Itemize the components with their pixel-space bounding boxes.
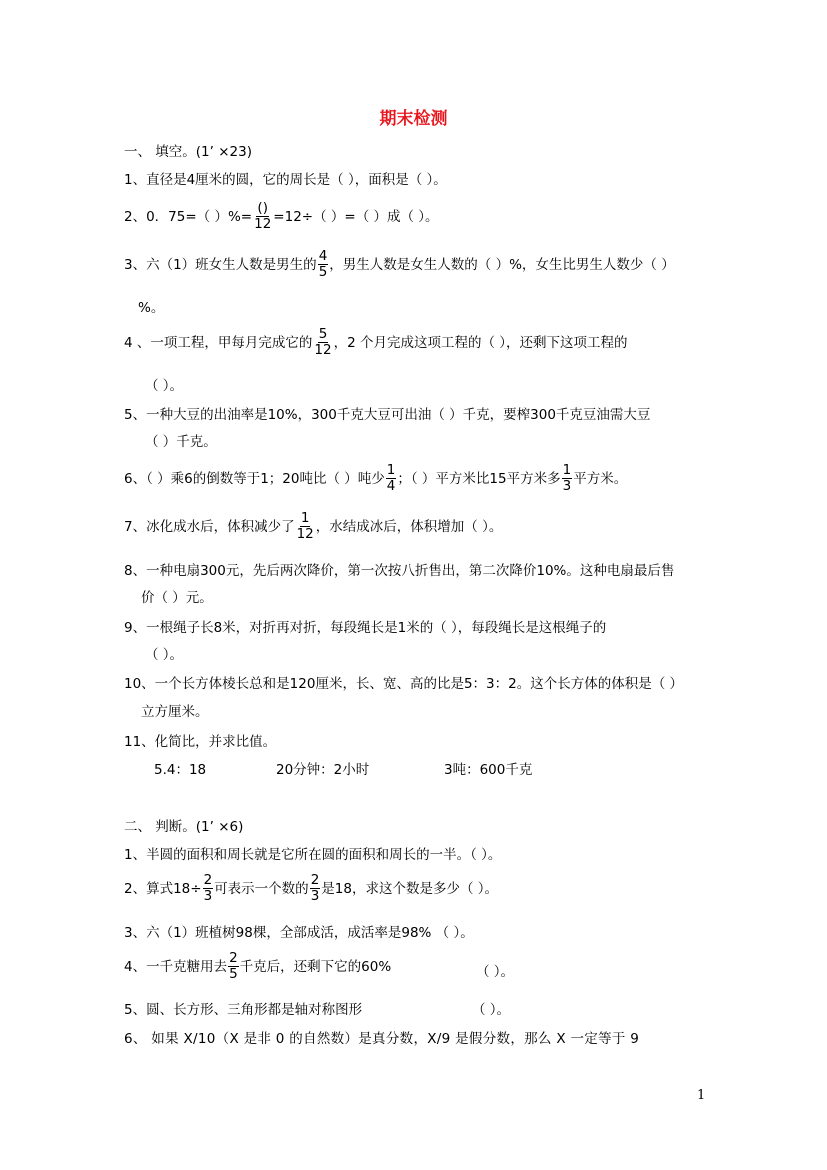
s2-q5: 5、圆、长方形、三角形都是轴对称图形 — [124, 1002, 363, 1018]
s1-q7 — [124, 510, 502, 544]
fraction-denominator: 12 — [296, 525, 314, 542]
fraction-denominator: 12 — [254, 215, 272, 232]
page-number: 1 — [697, 1088, 706, 1103]
section2-heading: 二、 判断。(1’ ×6) — [124, 819, 244, 835]
s1-q4-text-a: 4 、一项工程，甲每月完成它的 — [124, 335, 313, 351]
s1-q3 — [124, 248, 675, 282]
s1-q11-item-2: 20分钟：2小时 — [276, 762, 370, 778]
s1-q10: 10、一个长方体棱长总和是120厘米，长、宽、高的比是5：3：2。这个长方体的体积是（ ） — [124, 676, 684, 692]
s1-q5-continued: （ ）千克。 — [145, 434, 217, 450]
s1-q3-text-b: ，男生人数是女生人数的（ ）%，女生比男生人数少（ ） — [329, 257, 675, 273]
s1-q4 — [124, 326, 628, 360]
s1-q9-continued: （ ）。 — [145, 647, 184, 663]
s2-q4 — [124, 950, 391, 984]
fraction-numerator: () — [257, 199, 268, 216]
fraction-denominator: 3 — [203, 887, 213, 904]
s1-q6-text-b: ；（ ）平方米比15平方米多 — [397, 471, 561, 487]
s1-q2-text-a: 2、0．75=（ ）%= — [124, 209, 253, 225]
fraction-numerator: 1 — [300, 509, 310, 526]
s1-q2-text-b: =12÷（ ）=（ ）成（ ）。 — [273, 209, 439, 225]
s1-q11-item-3: 3吨：600千克 — [444, 762, 533, 778]
s1-q1: 1、直径是4厘米的圆，它的周长是（ ），面积是（ ）。 — [124, 172, 447, 188]
s1-q3-fraction — [318, 249, 329, 280]
s2-q4-text-b: 千克后，还剩下它的60% — [239, 959, 392, 975]
s1-q7-text-a: 7、冰化成水后，体积减少了 — [124, 519, 295, 535]
s1-q11-item-1: 5.4：18 — [154, 762, 207, 778]
s2-q2-fraction-1 — [203, 873, 214, 904]
s1-q8-continued: 价（ ）元。 — [141, 590, 213, 606]
s1-q10-continued: 立方厘米。 — [141, 704, 209, 720]
fraction-denominator: 4 — [386, 477, 396, 494]
s1-q6-fraction-2 — [562, 463, 573, 494]
s2-q6: 6、 如果 X/10（X 是非 0 的自然数）是真分数，X/9 是假分数，那么 X 一定等于 9 — [124, 1031, 640, 1047]
s1-q3-continued: %。 — [138, 300, 165, 316]
s2-q5-answer-blank: （ ）。 — [472, 1002, 511, 1018]
s2-q3: 3、六（1）班植树98棵，全部成活，成活率是98% （ ）。 — [124, 925, 474, 941]
fraction-denominator: 5 — [318, 263, 328, 280]
fraction-numerator: 1 — [562, 461, 572, 478]
s1-q8: 8、一种电扇300元，先后两次降价，第一次按八折售出，第二次降价10%。这种电扇最后售 — [124, 563, 675, 579]
s2-q1: 1、半圆的面积和周长就是它所在圆的面积和周长的一半。（ ）。 — [124, 847, 502, 863]
fraction-numerator: 2 — [229, 949, 238, 966]
s1-q2 — [124, 200, 439, 234]
s1-q7-text-b: ，水结成冰后，体积增加（ ）。 — [315, 519, 503, 535]
s1-q6-fraction-1 — [386, 463, 397, 494]
fraction-numerator: 4 — [318, 247, 328, 264]
s2-q4-answer-blank: （ ）。 — [476, 964, 515, 980]
s1-q9: 9、一根绳子长8米，对折再对折，每段绳长是1米的（ ），每段绳长是这根绳子的 — [124, 620, 607, 636]
fraction-numerator: 5 — [318, 325, 328, 342]
s1-q11: 11、化简比，并求比值。 — [124, 734, 277, 750]
s1-q4-text-b: ，2 个月完成这项工程的（ ），还剩下这项工程的 — [333, 335, 628, 351]
s2-q2-text-b: 可表示一个数的 — [214, 881, 309, 897]
section1-heading: 一、 填空。(1’ ×23) — [124, 144, 252, 160]
s2-q2-fraction-2 — [310, 873, 321, 904]
s1-q7-fraction — [296, 511, 315, 542]
s1-q4-continued: （ ）。 — [145, 378, 184, 394]
fraction-numerator: 1 — [386, 461, 396, 478]
s1-q2-fraction — [253, 201, 272, 232]
fraction-denominator: 12 — [314, 341, 332, 358]
s1-q4-fraction — [313, 327, 332, 358]
fraction-numerator: 2 — [310, 871, 320, 888]
s2-q2 — [124, 872, 498, 906]
s1-q6 — [124, 462, 627, 496]
fraction-numerator: 2 — [203, 871, 213, 888]
page-title: 期末检测 — [379, 109, 448, 129]
fraction-denominator: 3 — [310, 887, 320, 904]
s2-q4-text-a: 4、一千克糖用去 — [124, 959, 228, 975]
fraction-denominator: 3 — [562, 477, 572, 494]
s2-q4-fraction — [228, 951, 239, 982]
s1-q3-text-a: 3、六（1）班女生人数是男生的 — [124, 257, 317, 273]
s2-q2-text-a: 2、算式18÷ — [124, 881, 202, 897]
s1-q6-text-a: 6、（ ）乘6的倒数等于1；20吨比（ ）吨少 — [124, 471, 385, 487]
fraction-denominator: 5 — [229, 965, 238, 982]
s1-q5: 5、一种大豆的出油率是10%，300千克大豆可出油（ ）千克，要榨300千克豆油需大豆 — [124, 407, 651, 423]
s1-q6-text-c: 平方米。 — [573, 471, 628, 487]
s2-q2-text-c: 是18，求这个数是多少（ ）。 — [321, 881, 499, 897]
